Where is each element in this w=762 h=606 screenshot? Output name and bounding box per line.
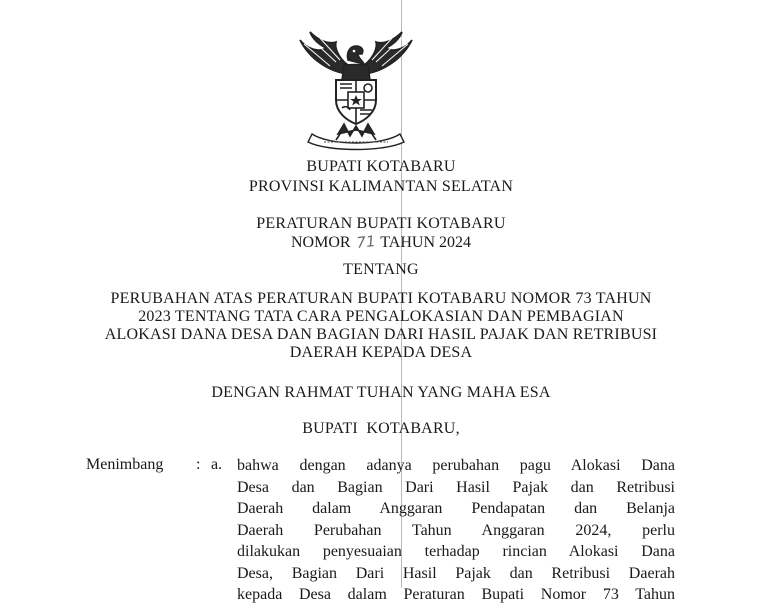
considering-item-letter: a. [211,456,223,473]
paragraph-line: Daerah dalam Anggaran Pendapatan dan Belanja [237,500,675,517]
paragraph-line: Desa dan Bagian Dari Hasil Pajak dan Retribusi [237,478,675,496]
considering-colon: : [196,456,201,473]
paragraph-line: kepada Desa dalam Peraturan Bupati Nomor 73 Tahun [237,586,675,603]
issuer-line-2: PROVINSI KALIMANTAN SELATAN [248,178,514,195]
paragraph-line: dilakukan penyesuaian terhadap rincian Alokasi Dana [237,543,675,560]
garuda-pancasila-emblem-icon [290,30,422,152]
paragraph-line: bahwa dengan adanya perubahan pagu Alokasi Dana [237,457,675,474]
subject-line: DAERAH KEPADA DESA [289,344,473,361]
handwritten-number: 71 [355,232,376,252]
paragraph-line: Daerah Perubahan Tahun Anggaran 2024, perlu [237,521,675,539]
considering-item-a [237,455,675,606]
paragraph-line: Desa, Bagian Dari Hasil Pajak dan Retribusi Daerah [237,564,675,582]
subject-line: ALOKASI DANA DESA DAN BAGIAN DARI HASIL PAJAK DAN RETRIBUSI [104,326,658,343]
regulation-title: PERATURAN BUPATI KOTABARU [256,215,506,232]
addressee: BUPATI KOTABARU, [302,420,460,437]
nomor-suffix: TAHUN 2024 [380,234,471,251]
invocation: DENGAN RAHMAT TUHAN YANG MAHA ESA [211,384,551,401]
subject-line: 2023 TENTANG TATA CARA PENGALOKASIAN DAN PEMBAGIAN [138,308,624,325]
considering-label: Menimbang [86,456,164,473]
subject-line: PERUBAHAN ATAS PERATURAN BUPATI KOTABARU NOMOR 73 TAHUN [110,290,652,307]
nomor-prefix: NOMOR [291,234,351,251]
about-heading: TENTANG [343,261,419,278]
regulation-number-line [0,233,762,252]
issuer-line-1: BUPATI KOTABARU [306,158,456,175]
